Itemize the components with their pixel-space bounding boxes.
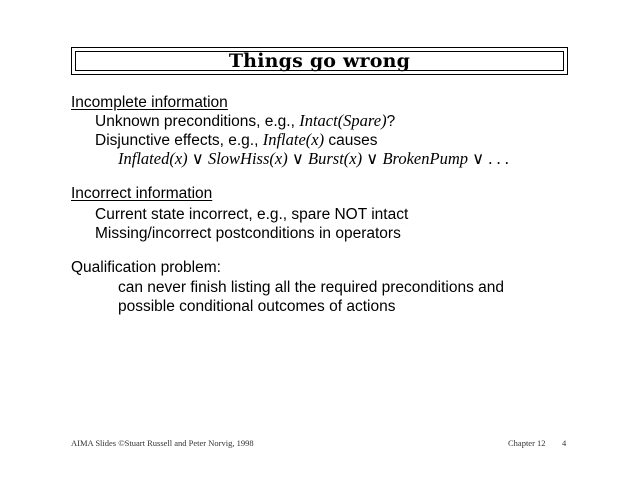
slowhiss-term: SlowHiss(x) — [207, 149, 288, 168]
intact-spare-math: Intact(Spare) — [299, 111, 387, 130]
heading-qualification-problem: Qualification problem: — [71, 259, 221, 276]
qualification-text-line1: can never finish listing all the required preconditions and — [118, 279, 505, 296]
question-mark: ? — [386, 113, 396, 130]
heading-incorrect-information: Incorrect information — [71, 185, 213, 202]
or-ellipsis: ∨ . . . — [467, 149, 509, 168]
title-box-inner — [75, 51, 564, 71]
footer-page-number: 4 — [562, 438, 567, 448]
unknown-preconditions-line — [95, 112, 395, 131]
footer-chapter: Chapter 12 — [508, 438, 546, 448]
causes-text: causes — [324, 132, 378, 149]
unknown-preconditions-text: Unknown preconditions, e.g., — [95, 113, 300, 130]
or-symbol: ∨ — [287, 149, 309, 168]
disjunctive-effects-text: Disjunctive effects, e.g., — [95, 132, 263, 149]
title-box — [71, 47, 568, 75]
incorrect-item-postconditions: Missing/incorrect postconditions in operators — [95, 225, 401, 242]
incorrect-item-current-state: Current state incorrect, e.g., spare NOT intact — [95, 206, 409, 223]
slide-title: Things go wrong — [228, 50, 411, 72]
inflate-math: Inflate(x) — [262, 130, 325, 149]
burst-term: Burst(x) — [308, 149, 363, 168]
or-symbol: ∨ — [187, 149, 208, 168]
heading-incomplete-information: Incomplete information — [71, 94, 228, 111]
inflated-term: Inflated(x) — [118, 149, 188, 168]
or-symbol: ∨ — [362, 149, 383, 168]
disjunctive-outcomes-formula — [118, 150, 509, 169]
footer-copyright: AIMA Slides ©Stuart Russell and Peter Norvig, 1998 — [71, 438, 254, 448]
brokenpump-term: BrokenPump — [382, 149, 468, 168]
disjunctive-effects-line — [95, 131, 378, 150]
qualification-text-line2: possible conditional outcomes of actions — [118, 298, 396, 315]
